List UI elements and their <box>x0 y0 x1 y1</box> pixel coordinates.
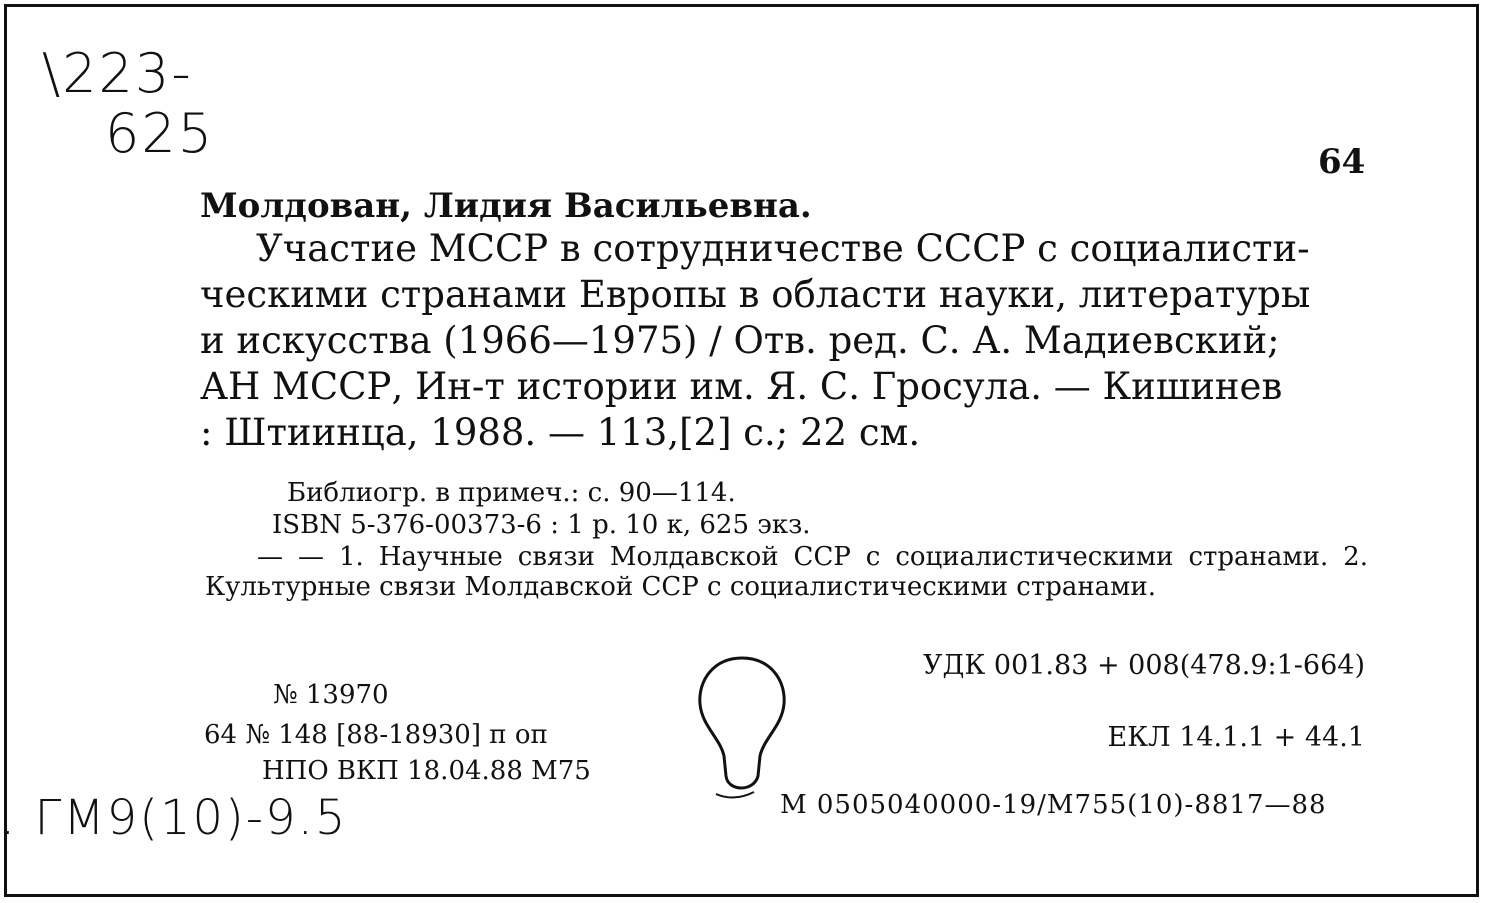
title-block <box>200 226 1365 456</box>
punch-hole-icon <box>694 652 790 802</box>
isbn-line: ISBN 5-376-00373-6 : 1 р. 10 к, 625 экз. <box>272 510 811 540</box>
ekl-code: ЕКЛ 14.1.1 + 44.1 <box>1107 722 1365 753</box>
handwritten-classification: . ГМ9(10)-9.5 <box>0 790 348 846</box>
handwritten-shelf-mark-line2: 625 <box>105 102 215 165</box>
udk-code: УДК 001.83 + 008(478.9:1-664) <box>922 650 1365 681</box>
npo-line: НПО ВКП 18.04.88 М75 <box>262 756 591 786</box>
corner-number: 64 <box>1318 142 1366 182</box>
order-line: 64 № 148 [88-18930] п оп <box>204 720 548 750</box>
title-line: и искусства (1966—1975) / Отв. ред. С. А. Мадиевский; <box>200 319 1280 362</box>
author-heading: Молдован, Лидия Васильевна. <box>200 186 812 226</box>
title-line: Участие МССР в сотрудничестве СССР с социалисти- <box>256 227 1310 270</box>
title-line: : Штиинца, 1988. — 113,[2] с.; 22 см. <box>200 411 921 454</box>
inventory-number: № 13970 <box>273 680 389 710</box>
m-code: М 0505040000-19/М755(10)-8817—88 <box>780 790 1327 820</box>
handwritten-shelf-mark-line1: \223- <box>42 42 193 105</box>
title-line: ческими странами Европы в области науки, литературы <box>200 273 1311 316</box>
bibliography-note: Библиогр. в примеч.: с. 90—114. <box>287 478 736 508</box>
subject-headings: — — 1. Научные связи Молдавской ССР с социалистическими странами. 2. Культурные связи Молдавской ССР с социалистическими странами. <box>205 542 1368 602</box>
title-line: АН МССР, Ин-т истории им. Я. С. Гросула. — Кишинев <box>200 365 1283 408</box>
